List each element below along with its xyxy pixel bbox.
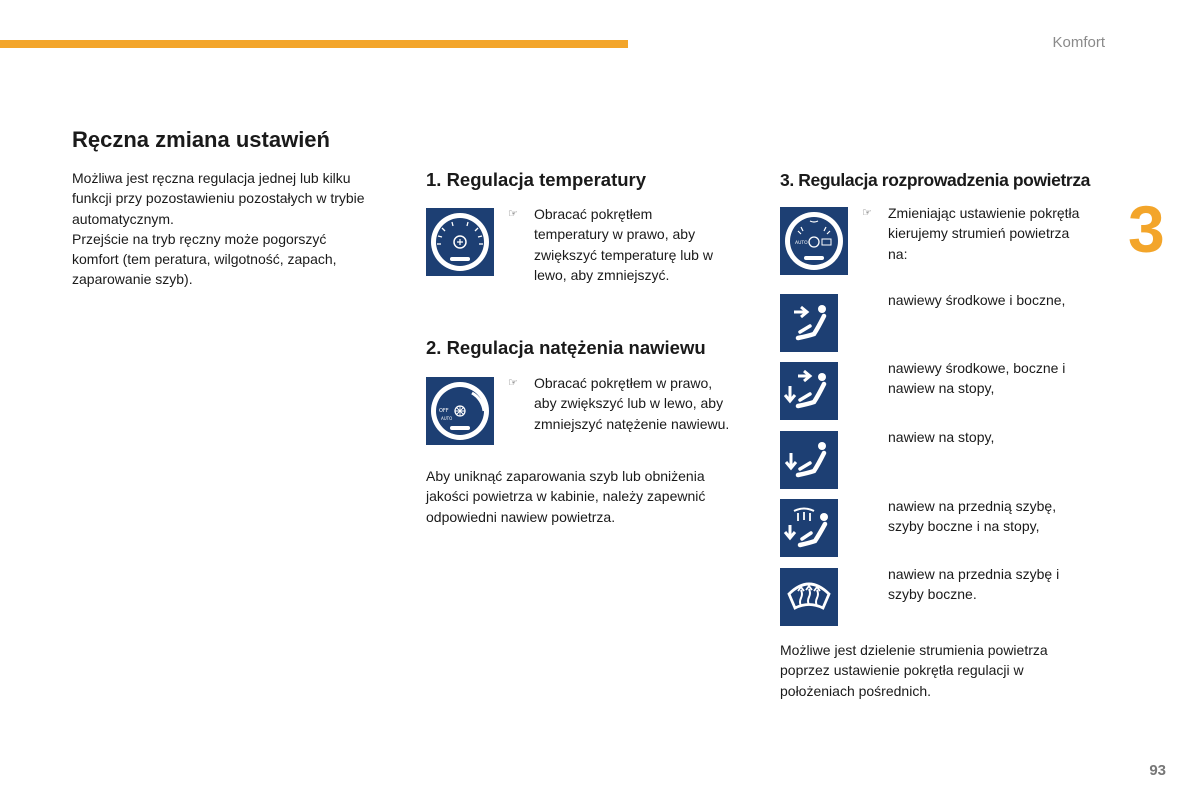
text-line: szyby boczne i na stopy, (888, 518, 1040, 535)
text-line: nawiewy środkowe i boczne, (888, 292, 1066, 308)
distribution-dial-icon (780, 207, 848, 275)
text-line: nawiewy środkowe, boczne i (888, 360, 1066, 376)
vent-face-icon (780, 294, 838, 352)
text-line: automatycznym. (72, 210, 174, 227)
text-line: poprzez ustawienie pokrętła regulacji w (780, 662, 1024, 679)
text-line: zmniejszyć natężenie nawiewu. (534, 415, 730, 432)
header-accent-bar (0, 40, 628, 48)
page-number: 93 (1149, 762, 1166, 779)
text-line: komfort (tem peratura, wilgotność, zapach, (72, 251, 337, 268)
text-line: odpowiedni nawiew powietrza. (426, 508, 616, 525)
mode-description (888, 496, 1128, 537)
text-line: nawiew na stopy, (888, 380, 995, 397)
text-line: Zmieniając ustawienie pokrętła (888, 205, 1080, 221)
text-line: nawiew na przednią szybę, (888, 498, 1057, 514)
text-line: kierujemy strumień powietrza (888, 225, 1070, 242)
mode-description (888, 427, 1128, 447)
text-line: nawiew na stopy, (888, 429, 995, 445)
vent-windscreen-feet-icon (780, 499, 838, 557)
mode-description (888, 358, 1128, 399)
distribution-text (888, 203, 1128, 264)
text-line: Obracać pokrętłem w prawo, (534, 375, 713, 391)
text-line: zwiększyć temperaturę lub w (534, 246, 713, 263)
text-line: Aby uniknąć zaparowania szyb lub obniżenia (426, 468, 705, 484)
dial-auto-label: AUTO (795, 241, 808, 246)
vent-feet-icon (780, 431, 838, 489)
text-line: lewo, aby zmniejszyć. (534, 266, 670, 283)
mode-description (888, 564, 1128, 605)
fan-dial-icon (426, 377, 494, 445)
text-line: na: (888, 245, 908, 262)
page-title: Ręczna zmiana ustawień (72, 127, 330, 152)
windscreen-demist-icon (780, 568, 838, 626)
dial-off-label: OFF (439, 408, 449, 414)
bullet-icon: ☞ (508, 377, 518, 389)
chapter-number: 3 (1128, 192, 1165, 266)
distribution-heading: 3. Regulacja rozprowadzenia powietrza (780, 170, 1091, 190)
text-line: Przejście na tryb ręczny może pogorszyć (72, 230, 327, 247)
temperature-heading: 1. Regulacja temperatury (426, 169, 647, 190)
text-line: szyby boczne. (888, 586, 977, 603)
text-line: Możliwa jest ręczna regulacja jednej lub kilku (72, 170, 351, 186)
temperature-text (534, 204, 754, 285)
text-line: funkcji przy pozostawieniu pozostałych w trybie (72, 190, 365, 207)
text-line: położeniach pośrednich. (780, 682, 931, 699)
bullet-icon: ☞ (508, 208, 518, 220)
text-line: nawiew na przednia szybę i (888, 566, 1060, 582)
text-line: temperatury w prawo, aby (534, 226, 696, 243)
mode-description (888, 290, 1128, 310)
fan-note (426, 466, 766, 527)
distribution-note (780, 640, 1120, 701)
fan-heading: 2. Regulacja natężenia nawiewu (426, 337, 706, 358)
dial-auto-label: AUTO (441, 416, 453, 421)
vent-face-feet-icon (780, 362, 838, 420)
fan-text (534, 373, 764, 434)
section-title: Komfort (1052, 34, 1105, 51)
text-line: Obracać pokrętłem (534, 206, 653, 222)
text-line: aby zwiększyć lub w lewo, aby (534, 395, 724, 412)
text-line: jakości powietrza w kabinie, należy zapewnić (426, 488, 706, 505)
text-line: zaparowanie szyb). (72, 271, 193, 288)
temperature-dial-icon (426, 208, 494, 276)
intro-text (72, 168, 412, 290)
bullet-icon: ☞ (862, 207, 872, 219)
text-line: Możliwe jest dzielenie strumienia powietrza (780, 642, 1048, 658)
